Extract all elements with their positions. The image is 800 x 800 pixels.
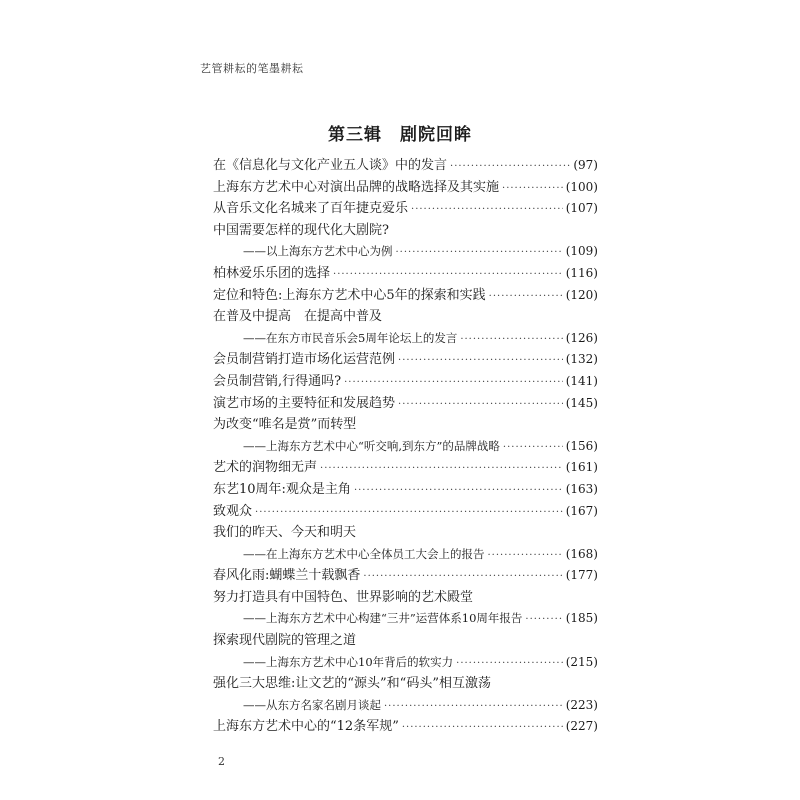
toc-subentry-title: ——在东方市民音乐会5周年论坛上的发言 [243, 330, 458, 345]
page-number: 2 [218, 755, 225, 768]
toc-subentry-title: ——上海东方艺术中心“听交响,到东方”的品牌战略 [243, 438, 500, 453]
toc-entry-title: 演艺市场的主要特征和发展趋势 [213, 395, 396, 411]
toc-entry-title: 从音乐文化名城来了百年捷克爱乐 [213, 201, 409, 217]
toc-entry-title: 春风化雨:蝴蝶兰十载飘香 [213, 568, 361, 584]
dot-leader [502, 178, 563, 200]
toc-entry [213, 479, 598, 501]
dot-leader [354, 480, 563, 502]
toc-entry-page: (163) [565, 481, 598, 496]
toc-entry-page: (223) [565, 697, 598, 712]
toc-entry-title: 柏林爱乐乐团的选择 [213, 265, 331, 281]
dot-leader [255, 502, 563, 524]
toc-entry-title: 致观众 [213, 503, 253, 519]
dot-leader [402, 717, 563, 739]
toc-entry-page: (168) [565, 546, 598, 561]
toc-subentry [213, 652, 598, 674]
toc-entry-title: 上海东方艺术中心对演出品牌的战略选择及其实施 [213, 179, 500, 195]
toc-entry [213, 220, 598, 242]
toc-entry [213, 393, 598, 415]
toc-entry-page: (145) [565, 395, 598, 410]
toc-entry-page: (120) [565, 287, 598, 302]
toc-entry [213, 673, 598, 695]
toc-subentry [213, 695, 598, 717]
dot-leader [333, 264, 563, 286]
dot-leader [384, 696, 563, 718]
toc-entry-page: (126) [565, 330, 598, 345]
toc-entry [213, 155, 598, 177]
dot-leader [525, 609, 562, 631]
toc-entry-title: 东艺10周年:观众是主角 [213, 481, 351, 497]
toc-entry-title: 艺术的润物细无声 [213, 460, 318, 476]
toc-subentry [213, 544, 598, 566]
dot-leader [489, 286, 563, 308]
toc-subentry [213, 436, 598, 458]
toc-entry-title: 在《信息化与文化产业五人谈》中的发言 [213, 158, 448, 173]
toc-entry [213, 371, 598, 393]
toc-entry [213, 630, 598, 652]
toc-subentry [213, 328, 598, 350]
dot-leader [363, 566, 562, 588]
toc-entry-title: 会员制营销,行得通吗? [213, 373, 342, 389]
toc-subentry-title: ——上海东方艺术中心构建“三井”运营体系10周年报告 [243, 611, 523, 626]
toc-entry-page: (109) [565, 244, 598, 259]
toc-subentry [213, 241, 598, 263]
toc-entry [213, 198, 598, 220]
toc-entry-page: (107) [565, 201, 598, 216]
toc-entry-page: (161) [565, 460, 598, 475]
toc-entry-page: (215) [565, 654, 598, 669]
toc-entry-page: (141) [565, 373, 598, 388]
toc-entry-title: 在普及中提高 在提高中普及 [213, 309, 383, 325]
toc-entry [213, 414, 598, 436]
toc-entry-title: 探索现代剧院的管理之道 [213, 633, 357, 649]
toc-entry [213, 306, 598, 328]
toc-entry-page: (156) [565, 438, 598, 453]
running-head: 艺管耕耘的笔墨耕耘 [200, 62, 304, 75]
toc-entry [213, 263, 598, 285]
toc-entry [213, 587, 598, 609]
dot-leader [396, 242, 563, 264]
dot-leader [320, 458, 563, 480]
toc-entry-page: (227) [565, 719, 598, 734]
toc-subentry-title: ——在上海东方艺术中心全体员工大会上的报告 [243, 546, 485, 561]
toc-entry [213, 457, 598, 479]
toc-entry-page: (167) [565, 503, 598, 518]
dot-leader [398, 350, 563, 372]
section-title: 第三辑 剧院回眸 [328, 125, 472, 145]
toc-entry [213, 501, 598, 523]
dot-leader [503, 437, 563, 459]
toc-entry-page: (100) [565, 179, 598, 194]
toc-entry-title: 会员制营销打造市场化运营范例 [213, 352, 396, 368]
toc-subentry [213, 608, 598, 630]
toc-entry-page: (132) [565, 352, 598, 367]
dot-leader [460, 329, 562, 351]
dot-leader [488, 545, 563, 567]
toc-entry-title: 定位和特色:上海东方艺术中心5年的探索和实践 [213, 287, 486, 303]
toc-entry [213, 285, 598, 307]
table-of-contents [213, 155, 598, 738]
toc-entry-page: (97) [573, 158, 598, 172]
toc-entry [213, 522, 598, 544]
toc-entry-title: 我们的昨天、今天和明天 [213, 525, 357, 541]
toc-entry-title: 为改变“唯名是赏”而转型 [213, 417, 357, 433]
toc-subentry-title: ——从东方名家名剧月谈起 [243, 697, 381, 712]
toc-entry-title: 强化三大思维:让文艺的“源头”和“码头”相互激荡 [213, 676, 491, 692]
toc-entry-title: 上海东方艺术中心的“12条军规” [213, 719, 399, 735]
dot-leader [344, 372, 563, 394]
toc-entry-title: 努力打造具有中国特色、世界影响的艺术殿堂 [213, 589, 474, 605]
dot-leader [456, 653, 563, 675]
toc-subentry-title: ——上海东方艺术中心10年背后的软实力 [243, 654, 454, 669]
toc-entry [213, 565, 598, 587]
toc-subentry-title: ——以上海东方艺术中心为例 [243, 244, 393, 259]
toc-entry [213, 177, 598, 199]
toc-entry-page: (185) [565, 611, 598, 626]
toc-entry-page: (177) [565, 568, 598, 583]
toc-entry [213, 716, 598, 738]
toc-entry-page: (116) [565, 265, 598, 280]
dot-leader [411, 199, 563, 221]
toc-entry [213, 349, 598, 371]
dot-leader [398, 394, 563, 416]
toc-entry-title: 中国需要怎样的现代化大剧院? [213, 222, 389, 238]
dot-leader [450, 156, 570, 178]
